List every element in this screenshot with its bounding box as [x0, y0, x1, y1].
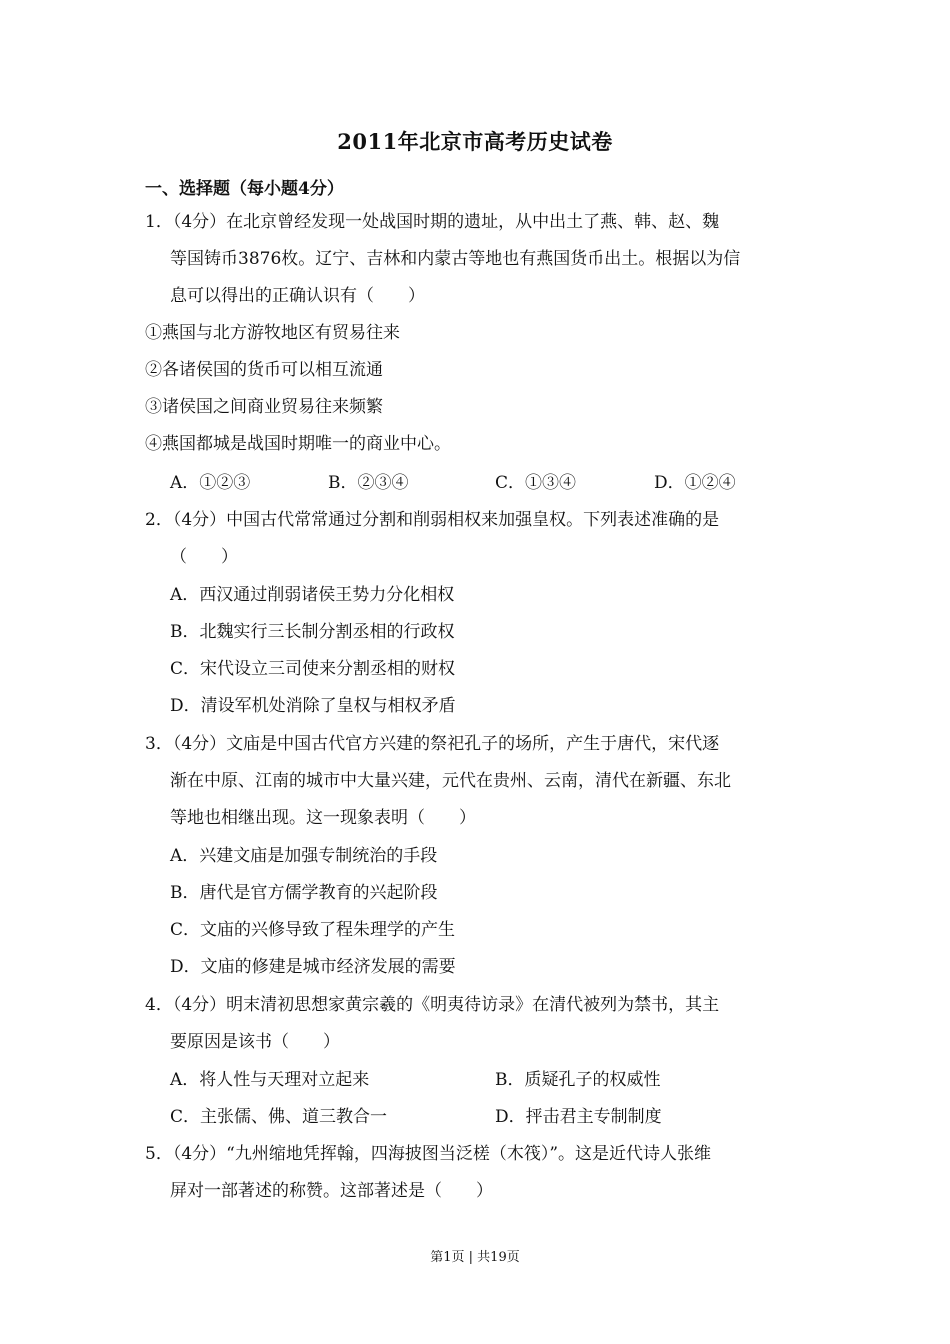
q1-statement-4: ④燕国都城是战国时期唯一的商业中心。: [145, 434, 451, 454]
q3-option-a[interactable]: A．兴建文庙是加强专制统治的手段: [170, 846, 438, 866]
section-heading: 一、选择题（每小题4分）: [145, 179, 344, 199]
q3-option-b[interactable]: B．唐代是官方儒学教育的兴起阶段: [170, 883, 438, 903]
q1-option-b[interactable]: B．②③④: [328, 473, 409, 493]
q1-option-a[interactable]: A．①②③: [170, 473, 251, 493]
q3-option-c[interactable]: C．文庙的兴修导致了程朱理学的产生: [170, 920, 456, 940]
q2-line-2: （ ）: [170, 547, 238, 567]
q5-line-2: 屏对一部著述的称赞。这部著述是（ ）: [170, 1181, 493, 1201]
q4-option-a[interactable]: A．将人性与天理对立起来: [170, 1070, 370, 1090]
q1-line-1: 1．（4分）在北京曾经发现一处战国时期的遗址，从中出土了燕、韩、赵、魏: [145, 212, 720, 232]
q5-line-1: 5．（4分）“九州缩地凭挥翰，四海披图当泛槎（木筏）”。这是近代诗人张维: [145, 1144, 712, 1164]
q2-line-1: 2．（4分）中国古代常常通过分割和削弱相权来加强皇权。下列表述准确的是: [145, 510, 720, 530]
q4-option-b[interactable]: B．质疑孔子的权威性: [495, 1070, 661, 1090]
q3-line-3: 等地也相继出现。这一现象表明（ ）: [170, 808, 476, 828]
q1-statement-3: ③诸侯国之间商业贸易往来频繁: [145, 397, 383, 417]
q3-line-2: 渐在中原、江南的城市中大量兴建，元代在贵州、云南，清代在新疆、东北: [170, 771, 731, 791]
q4-option-d[interactable]: D．抨击君主专制制度: [495, 1107, 662, 1127]
q1-line-3: 息可以得出的正确认识有（ ）: [170, 286, 425, 306]
q1-line-2: 等国铸币3876枚。辽宁、吉林和内蒙古等地也有燕国货币出土。根据以为信: [170, 249, 741, 269]
q2-option-c[interactable]: C．宋代设立三司使来分割丞相的财权: [170, 659, 456, 679]
q4-option-c[interactable]: C．主张儒、佛、道三教合一: [170, 1107, 388, 1127]
q2-option-a[interactable]: A．西汉通过削弱诸侯王势力分化相权: [170, 585, 455, 605]
q4-line-1: 4．（4分）明末清初思想家黄宗羲的《明夷待访录》在清代被列为禁书，其主: [145, 995, 720, 1015]
q1-statement-2: ②各诸侯国的货币可以相互流通: [145, 360, 383, 380]
q1-option-d[interactable]: D．①②④: [654, 473, 736, 493]
q1-option-c[interactable]: C．①③④: [495, 473, 577, 493]
q2-option-d[interactable]: D．清设军机处消除了皇权与相权矛盾: [170, 696, 456, 716]
q4-line-2: 要原因是该书（ ）: [170, 1032, 340, 1052]
q2-option-b[interactable]: B．北魏实行三长制分割丞相的行政权: [170, 622, 455, 642]
q1-statement-1: ①燕国与北方游牧地区有贸易往来: [145, 323, 400, 343]
q3-line-1: 3．（4分）文庙是中国古代官方兴建的祭祀孔子的场所，产生于唐代，宋代逐: [145, 734, 720, 754]
q3-option-d[interactable]: D．文庙的修建是城市经济发展的需要: [170, 957, 456, 977]
page-title: 2011年北京市高考历史试卷: [337, 129, 613, 154]
page-footer: 第1页 | 共19页: [430, 1250, 520, 1265]
